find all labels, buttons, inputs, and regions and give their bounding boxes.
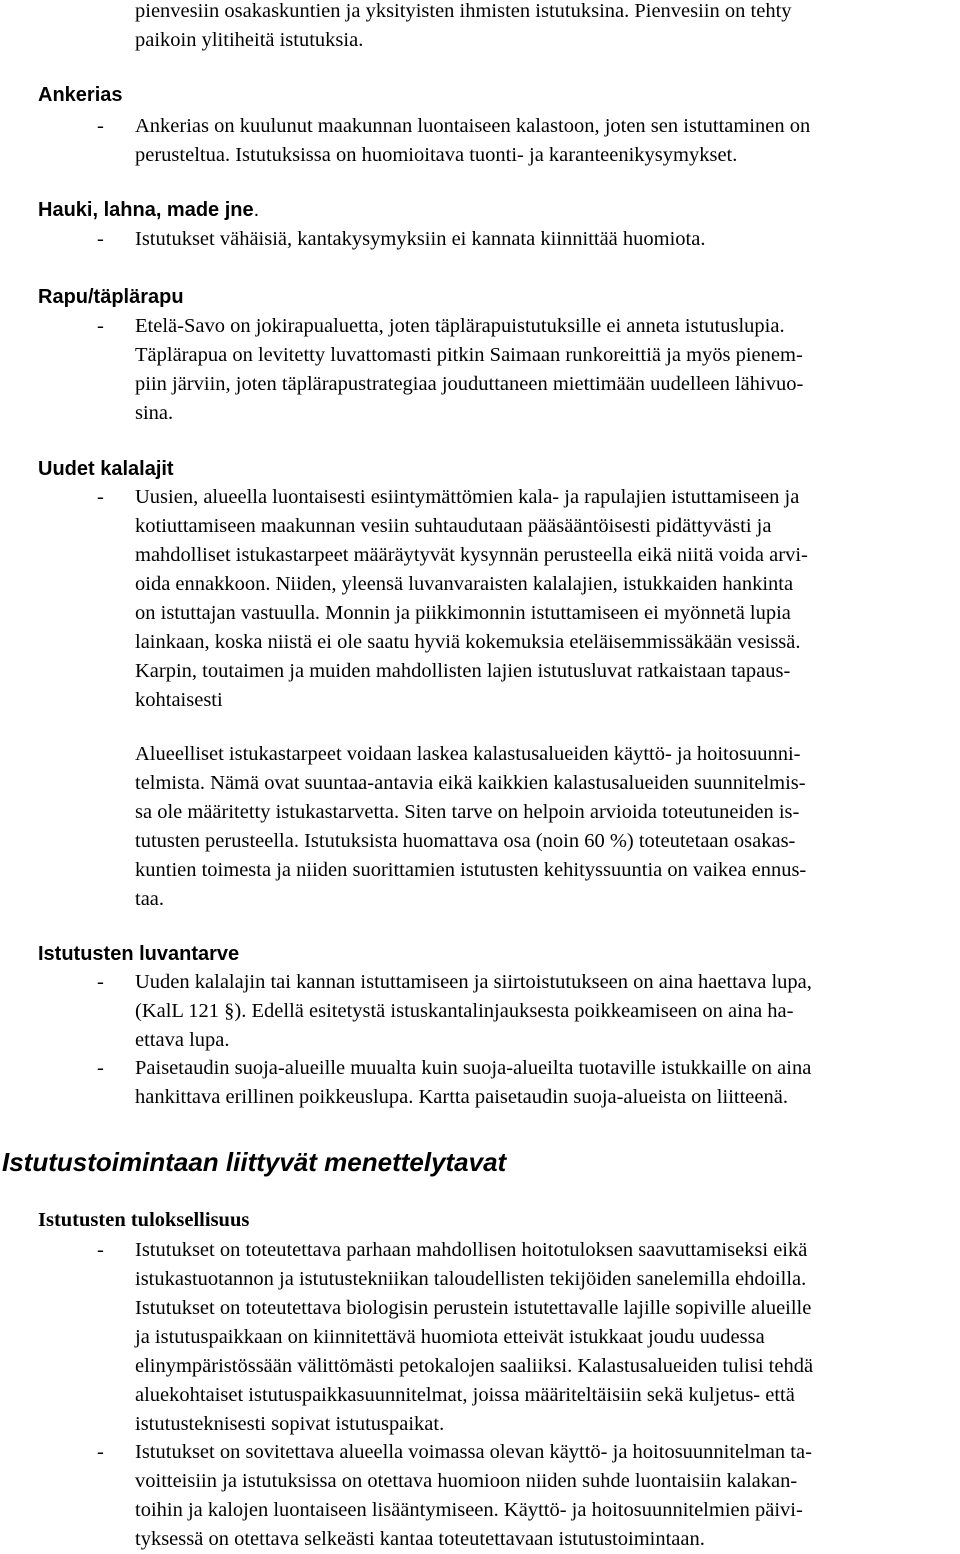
list-item-text xyxy=(135,225,957,254)
heading-period: . xyxy=(253,199,260,221)
text-line: lainkaan, koska niistä ei ole saatu hyviä kokemuksia eteläisemmissäkään vesissä. xyxy=(135,631,801,653)
text-line: kotiuttamiseen maakunnan vesiin suhtaudutaan pääsääntöisesti pidättyvästi ja xyxy=(135,515,772,537)
text-line: Uuden kalalajin tai kannan istuttamiseen ja siirtoistutukseen on aina haettava lupa, xyxy=(135,971,812,993)
text-line: Alueelliset istukastarpeet voidaan laskea kalastusalueiden käyttö- ja hoitosuunni- xyxy=(135,743,801,765)
list-dash: - xyxy=(97,486,104,508)
list-item-text xyxy=(135,483,957,715)
uudet-paragraph-2 xyxy=(135,740,957,914)
list-item-text xyxy=(135,312,957,428)
text-line: Etelä-Savo on jokirapualuetta, joten täplärapuistutuksille ei anneta istutuslupia. xyxy=(135,315,785,337)
text-line: mahdolliset istukastarpeet määräytyvät kysynnän perusteella eikä niitä voida arvi- xyxy=(135,544,808,566)
list-dash: - xyxy=(97,1441,104,1463)
text-line: sina. xyxy=(135,402,174,424)
main-heading-menettelytavat: Istutustoimintaan liittyvät menettelytavat xyxy=(2,1147,507,1177)
list-item-text xyxy=(135,1054,957,1112)
text-line: voitteisiin ja istutuksissa on otettava huomioon niiden suhde luontaisiin kalakan- xyxy=(135,1470,798,1492)
text-line: pienvesiin osakaskuntien ja yksityisten ihmisten istutuksina. Pienvesiin on tehty xyxy=(135,0,792,22)
text-line: Ankerias on kuulunut maakunnan luontaiseen kalastoon, joten sen istuttaminen on xyxy=(135,115,811,137)
text-line: Paisetaudin suoja-alueille muualta kuin suoja-alueilta tuotaville istukkaille on aina xyxy=(135,1057,812,1079)
list-item-text xyxy=(135,112,957,170)
text-line: tyksessä on otettava selkeästi kantaa toteutettavaan istutustoimintaan. xyxy=(135,1528,705,1550)
text-line: (KalL 121 §). Edellä esitetystä istuskantalinjauksesta poikkeamiseen on aina ha- xyxy=(135,1000,794,1022)
text-line: elinympäristössään välittömästi petokalojen saaliiksi. Kalastusalueiden tulisi tehdä xyxy=(135,1355,814,1377)
section-heading-tuloksellisuus: Istutusten tuloksellisuus xyxy=(38,1209,250,1231)
section-heading-uudet-kalalajit: Uudet kalalajit xyxy=(38,458,174,480)
text-line: piin järviin, joten täplärapustrategiaa jouduttaneen miettimään uudelleen lähivuo- xyxy=(135,373,804,395)
list-dash: - xyxy=(97,1239,104,1261)
text-line: hankittava erillinen poikkeuslupa. Kartta paisetaudin suoja-alueista on liitteenä. xyxy=(135,1086,788,1108)
list-dash: - xyxy=(97,228,104,250)
section-heading-rapu: Rapu/täplärapu xyxy=(38,286,184,308)
list-item-text xyxy=(135,1236,957,1439)
list-dash: - xyxy=(97,115,104,137)
text-line: aluekohtaiset istutuspaikkasuunnitelmat, joissa määriteltäisiin sekä kuljetus- että xyxy=(135,1384,795,1406)
section-heading-ankerias: Ankerias xyxy=(38,84,123,106)
text-line: Istutukset vähäisiä, kantakysymyksiin ei kannata kiinnittää huomiota. xyxy=(135,228,706,250)
section-heading-hauki xyxy=(38,196,259,225)
text-line: perusteltua. Istutuksissa on huomioitava tuonti- ja karanteenikysymykset. xyxy=(135,144,738,166)
text-line: Karpin, toutaimen ja muiden mahdollisten lajien istutusluvat ratkaistaan tapaus- xyxy=(135,660,791,682)
section-heading-luvantarve: Istutusten luvantarve xyxy=(38,943,240,965)
text-line: telmista. Nämä ovat suuntaa-antavia eikä kaikkien kalastusalueiden suunnitelmis- xyxy=(135,772,806,794)
text-line: Uusien, alueella luontaisesti esiintymättömien kala- ja rapulajien istuttamiseen ja xyxy=(135,486,800,508)
text-line: ettava lupa. xyxy=(135,1029,230,1051)
text-line: Istutukset on toteutettava biologisin perustein istutettavalle lajille sopiville alueille xyxy=(135,1297,812,1319)
list-item-text xyxy=(135,1438,957,1554)
text-line: taa. xyxy=(135,888,165,910)
text-line: toihin ja kalojen luontaiseen lisääntymiseen. Käyttö- ja hoitosuunnitelmien päivi- xyxy=(135,1499,803,1521)
text-line: paikoin ylitiheitä istutuksia. xyxy=(135,29,364,51)
text-line: istukastuotannon ja istutustekniikan taloudellisten tekijöiden sanelemilla ehdoilla. xyxy=(135,1268,807,1290)
text-line: kohtaisesti xyxy=(135,689,223,711)
text-line: ja istutuspaikkaan on kiinnitettävä huomiota etteivät istukkaat joudu uudessa xyxy=(135,1326,765,1348)
text-line: oida ennakkoon. Niiden, yleensä luvanvaraisten kalalajien, istukkaiden hankinta xyxy=(135,573,794,595)
text-line: sa ole määritetty istukastarvetta. Siten tarve on helpoin arvioida toteutuneiden is- xyxy=(135,801,800,823)
list-dash: - xyxy=(97,971,104,993)
heading-text: Hauki, lahna, made jne xyxy=(38,199,254,221)
text-line: Täplärapua on levitetty luvattomasti pitkin Saimaan runkoreittiä ja myös pienem- xyxy=(135,344,803,366)
text-line: on istuttajan vastuulla. Monnin ja piikkimonnin istuttamiseen ei myönnetä lupia xyxy=(135,602,791,624)
text-line: kuntien toimesta ja niiden suorittamien istutusten kehityssuuntia on vaikea ennus- xyxy=(135,859,807,881)
text-line: Istutukset on toteutettava parhaan mahdollisen hoitotuloksen saavuttamiseksi eikä xyxy=(135,1239,808,1261)
intro-paragraph xyxy=(135,0,957,55)
list-dash: - xyxy=(97,315,104,337)
list-dash: - xyxy=(97,1057,104,1079)
text-line: tutusten perusteella. Istutuksista huomattava osa (noin 60 %) toteutetaan osakas- xyxy=(135,830,796,852)
text-line: istutusteknisesti sopivat istutuspaikat. xyxy=(135,1413,445,1435)
list-item-text xyxy=(135,968,957,1055)
text-line: Istutukset on sovitettava alueella voimassa olevan käyttö- ja hoitosuunnitelman ta- xyxy=(135,1441,812,1463)
